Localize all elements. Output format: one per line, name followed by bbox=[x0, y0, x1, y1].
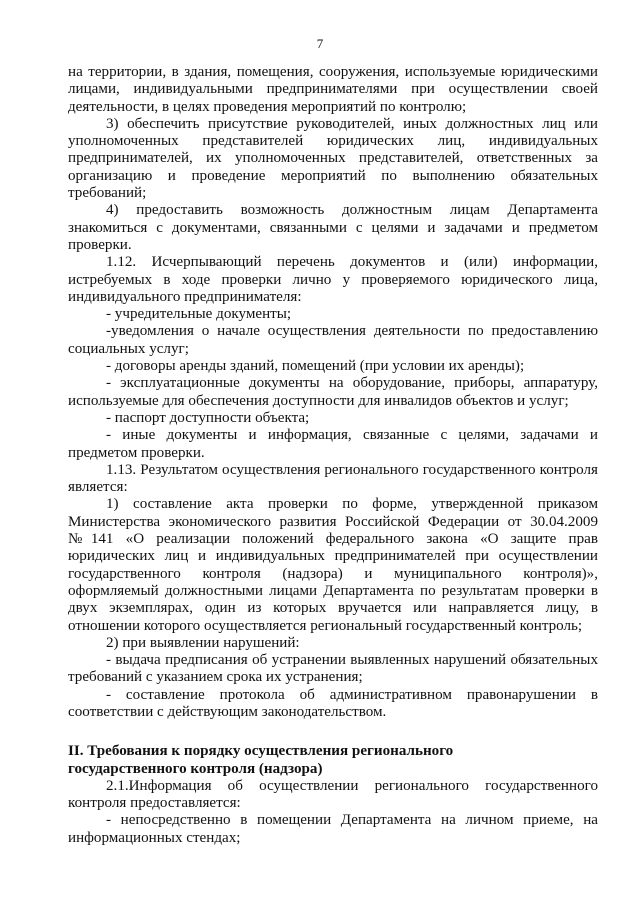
paragraph: 1.13. Результатом осуществления регионального государственного контроля является: bbox=[68, 461, 598, 496]
page-number: 7 bbox=[316, 36, 324, 51]
section-heading-line-1: II. Требования к порядку осуществления регионального bbox=[68, 743, 454, 760]
paragraphs-before-heading bbox=[68, 64, 598, 721]
paragraph: на территории, в здания, помещения, сооружения, используемые юридическими лицами, индивидуальными предпринимателями при осуществлении своей деятельности, в целях проведения мероприятий по контролю; bbox=[68, 64, 598, 115]
paragraph: 1) составление акта проверки по форме, утвержденной приказом Министерства экономического развития Российской Федерации от 30.04.2009 №141 «О реализации положений федерального закона «О защите прав юридических лиц и индивидуальных предпринимателей при осуществлении государственного контроля (надзора) и муниципального контроля)», оформляемый должностными лицами Департамента по результатам проверки в двух экземплярах, один из которых вручается или направляется лицу, в отношении которого осуществляется региональный государственный контроль; bbox=[68, 496, 598, 634]
section-spacer bbox=[68, 721, 598, 743]
document-body bbox=[68, 64, 598, 847]
paragraph: 4) предоставить возможность должностным лицам Департамента знакомиться с документами, связанными с целями и задачами и предметом проверки. bbox=[68, 202, 598, 253]
paragraph: 2.1.Информация об осуществлении регионального государственного контроля предоставляется: bbox=[68, 777, 598, 812]
paragraph: 3) обеспечить присутствие руководителей, иных должностных лиц или уполномоченных представителей юридических лиц, индивидуальных предпринимателей, их уполномоченных представителей, ответственных за организацию и проведение мероприятий по выполнению обязательных требований; bbox=[68, 115, 598, 202]
paragraph: 1.12. Исчерпывающий перечень документов и (или) информации, истребуемых в ходе проверки лично у проверяемого юридического лица, индивидуального предпринимателя: bbox=[68, 254, 598, 305]
list-item: - составление протокола об административном правонарушении в соответствии с действующим законодательством. bbox=[68, 686, 598, 720]
list-item: - договоры аренды зданий, помещений (при условии их аренды); bbox=[106, 358, 525, 375]
list-item: - выдача предписания об устранении выявленных нарушений обязательных требований с указанием срока их устранения; bbox=[68, 652, 598, 686]
paragraphs-after-heading bbox=[68, 778, 598, 847]
list-item: - непосредственно в помещении Департамента на личном приеме, на информационных стендах; bbox=[68, 812, 598, 846]
list-item: - иные документы и информация, связанные с целями, задачами и предметом проверки. bbox=[68, 427, 598, 461]
list-item: - учредительные документы; bbox=[106, 306, 292, 323]
list-item: - эксплуатационные документы на оборудование, приборы, аппаратуру, используемые для обеспечения доступности для инвалидов объектов и услуг; bbox=[68, 375, 598, 409]
list-item: - паспорт доступности объекта; bbox=[106, 409, 310, 426]
list-item: -уведомления о начале осуществления деятельности по предоставлению социальных услуг; bbox=[68, 323, 598, 357]
section-heading-line-2: государственного контроля (надзора) bbox=[68, 760, 323, 777]
paragraph: 2) при выявлении нарушений: bbox=[106, 634, 300, 651]
